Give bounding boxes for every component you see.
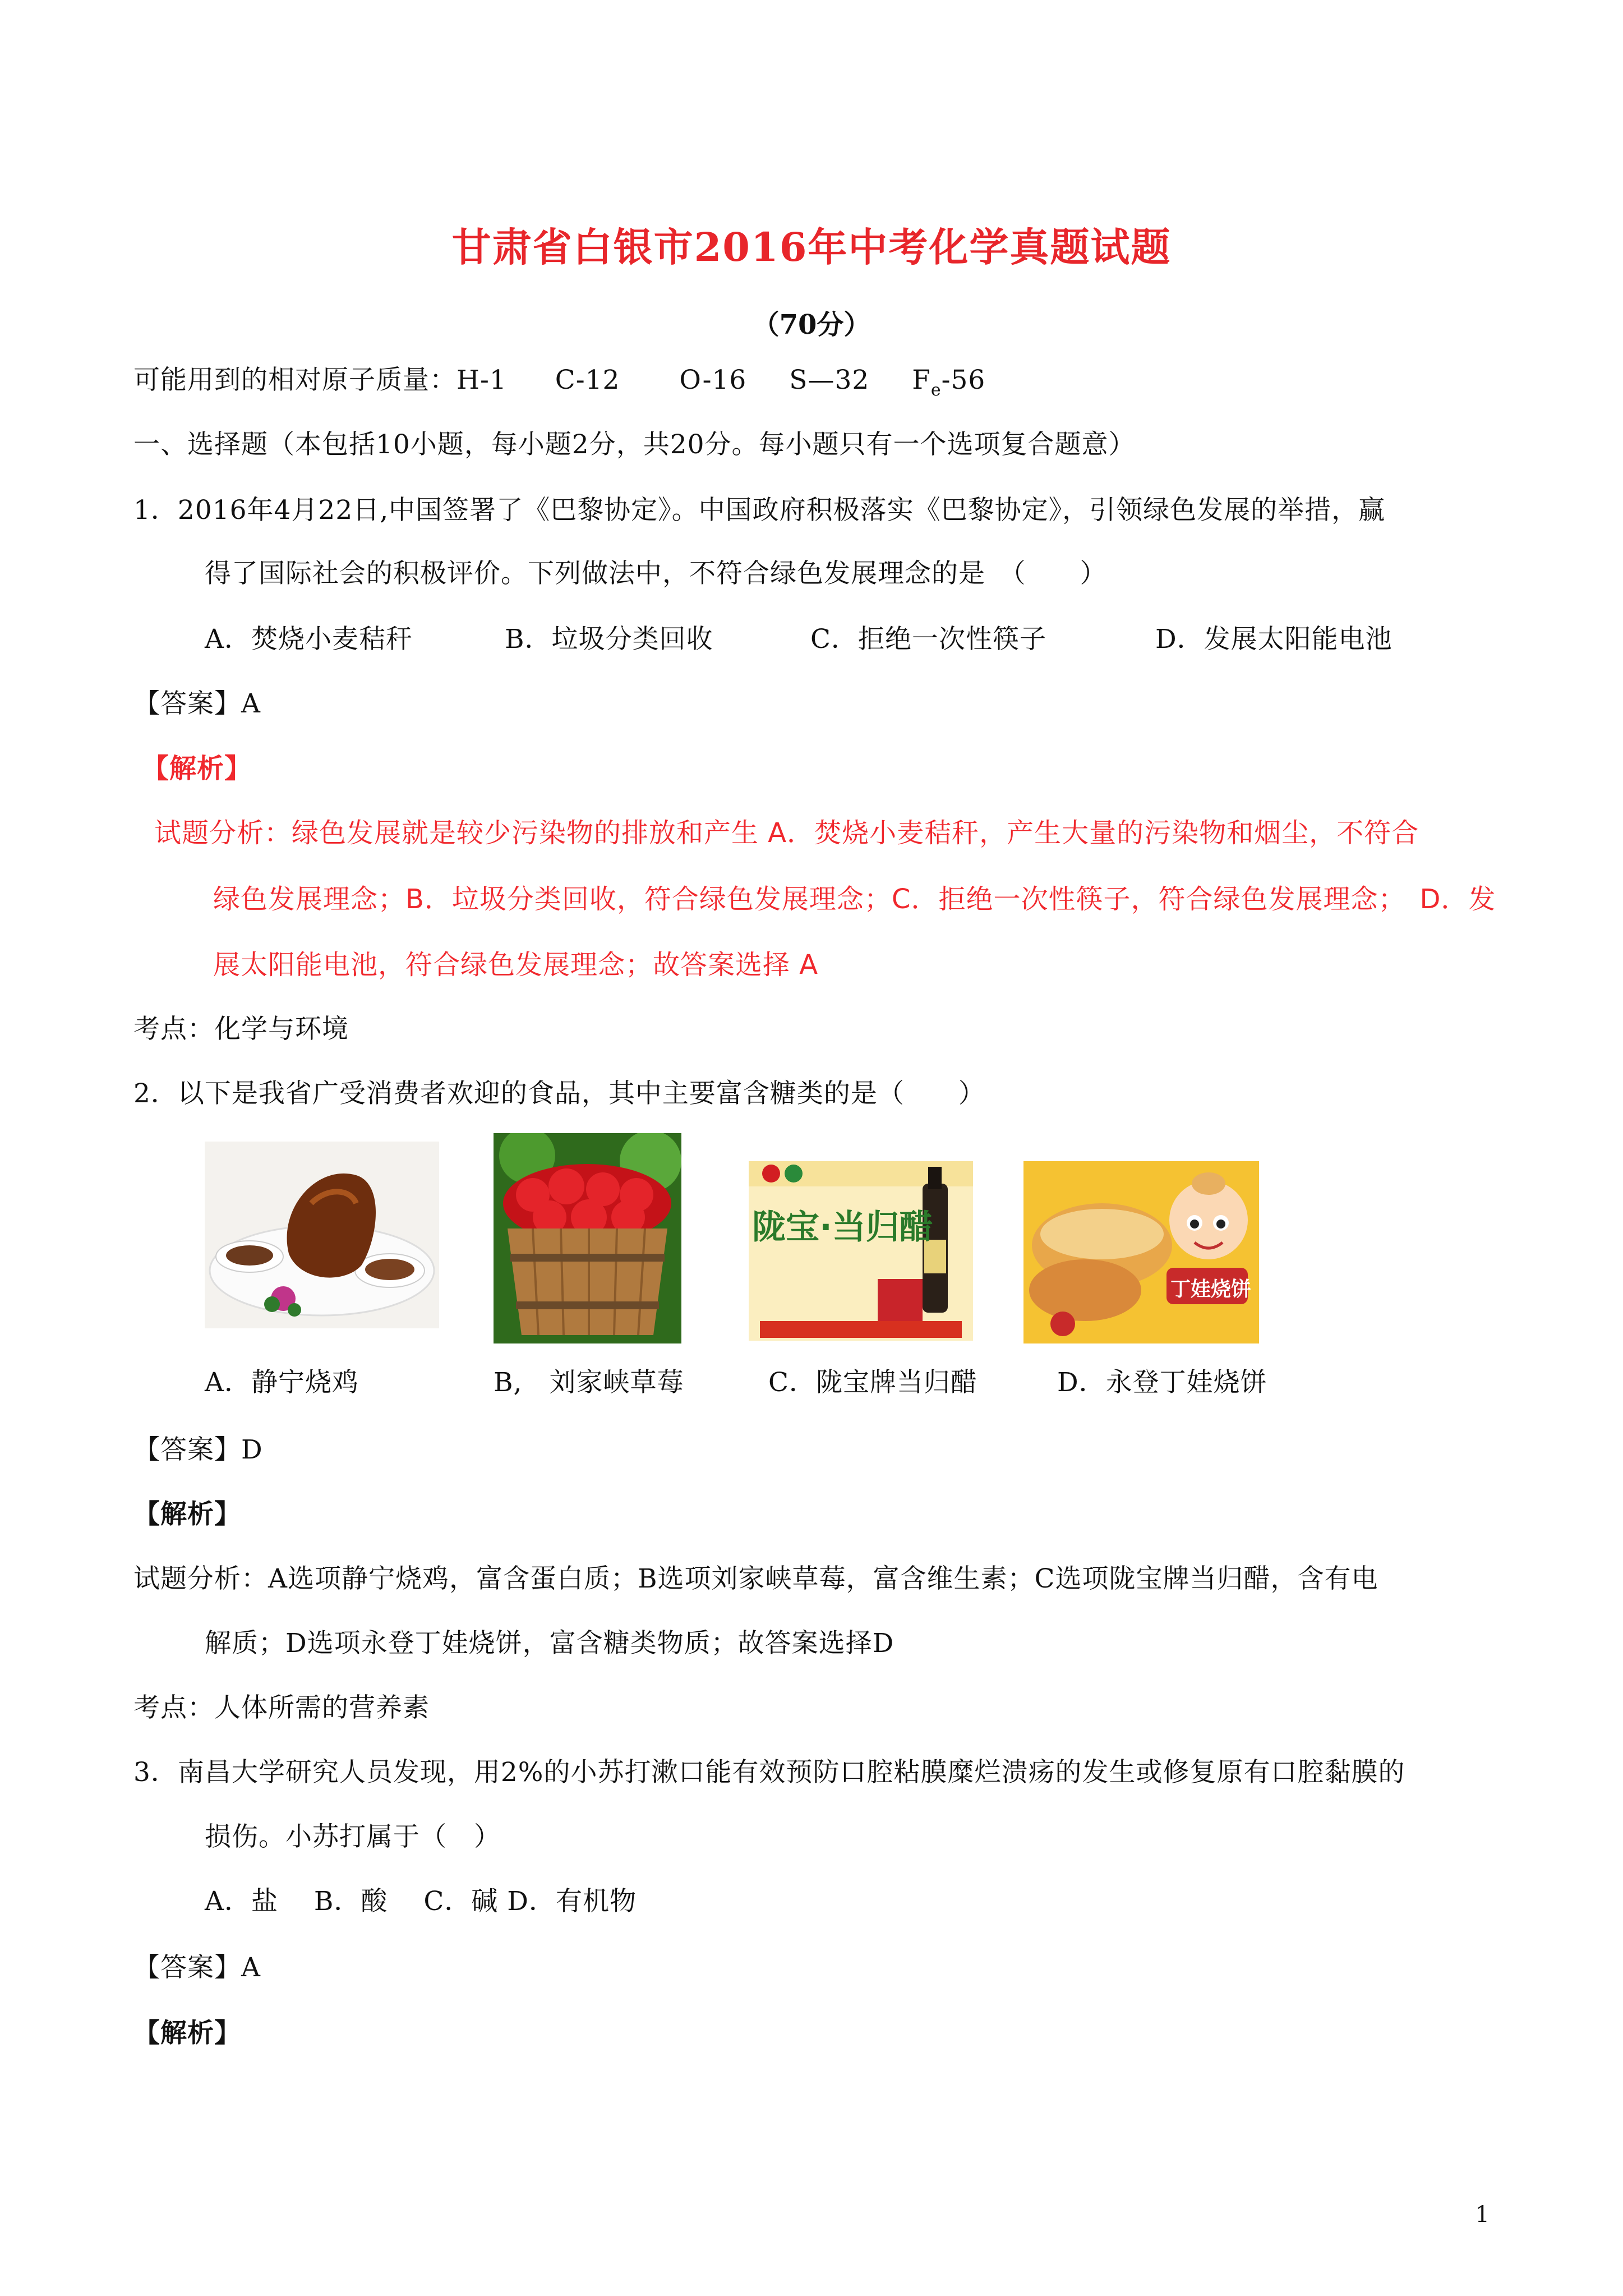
atomic-mass-line xyxy=(133,364,985,401)
q2-option-a: A．静宁烧鸡 xyxy=(205,1367,359,1398)
q2-kaodian: 考点：人体所需的营养素 xyxy=(133,1692,430,1723)
q1-analysis-line1: 试题分析：绿色发展就是较少污染物的排放和产生 A．焚烧小麦秸秆，产生大量的污染物和烟尘，不符合 xyxy=(154,817,1419,849)
q1-analysis-label: 【解析】 xyxy=(142,753,252,784)
q1-answer: 【答案】A xyxy=(133,688,261,719)
q3-stem-line2: 损伤。小苏打属于（ ） xyxy=(205,1821,501,1852)
strawberry-basket-image xyxy=(494,1133,681,1343)
q3-stem-line1: 3．南昌大学研究人员发现，用2%的小苏打漱口能有效预防口腔粘膜糜烂溃疡的发生或修复原有口腔黏膜的 xyxy=(133,1757,1405,1788)
q1-option-c: C．拒绝一次性筷子 xyxy=(810,624,1046,655)
page-number: 1 xyxy=(1475,2202,1490,2228)
q2-stem: 2．以下是我省广受消费者欢迎的食品，其中主要富含糖类的是（ ） xyxy=(133,1078,985,1109)
q2-option-b: B, 刘家峡草莓 xyxy=(494,1367,684,1398)
q2-option-d: D．永登丁娃烧饼 xyxy=(1057,1367,1267,1398)
q1-stem-line1: 1．2016年4月22日,中国签署了《巴黎协定》。中国政府积极落实《巴黎协定》，引领绿色发展的举措，赢 xyxy=(133,495,1386,526)
shaobing-ad-image xyxy=(1023,1161,1259,1343)
q1-analysis-line2: 绿色发展理念；B．垃圾分类回收，符合绿色发展理念；C．拒绝一次性筷子，符合绿色发展理念； D．发 xyxy=(213,884,1496,915)
atomic-mass-label: 可能用到的相对原子质量： xyxy=(133,365,457,395)
mass-s: S—32 xyxy=(789,365,870,395)
shaobing-ad-text: 丁娃烧饼 xyxy=(1170,1278,1252,1301)
q2-analysis-label: 【解析】 xyxy=(133,1499,241,1530)
mass-h: H-1 xyxy=(457,365,507,395)
vinegar-ad-image xyxy=(749,1161,973,1341)
q2-analysis-line1: 试题分析：A选项静宁烧鸡，富含蛋白质；B选项刘家峡草莓，富含维生素；C选项陇宝牌当归醋，含有电 xyxy=(133,1563,1378,1594)
q1-option-d: D．发展太阳能电池 xyxy=(1155,624,1393,655)
mass-c: C-12 xyxy=(555,365,620,395)
q1-stem-line2: 得了国际社会的积极评价。下列做法中，不符合绿色发展理念的是 （ ） xyxy=(205,558,1107,589)
q3-answer: 【答案】A xyxy=(133,1952,261,1983)
q1-option-b: B．垃圾分类回收 xyxy=(505,624,713,655)
q1-option-a: A．焚烧小麦秸秆 xyxy=(205,624,413,655)
mass-fe: $F_e-56$ xyxy=(912,365,986,400)
total-score: （70分） xyxy=(752,309,871,341)
q3-options: A．盐 B．酸 C．碱 D．有机物 xyxy=(205,1886,637,1917)
q2-analysis-line2: 解质；D选项永登丁娃烧饼，富含糖类物质；故答案选择D xyxy=(205,1628,895,1659)
mass-o: O-16 xyxy=(679,365,747,395)
roast-chicken-image xyxy=(205,1142,439,1328)
vinegar-ad-text: 陇宝·当归醋 xyxy=(752,1208,933,1247)
q2-answer: 【答案】D xyxy=(133,1434,263,1465)
q3-analysis-label: 【解析】 xyxy=(133,2018,241,2049)
q1-kaodian: 考点：化学与环境 xyxy=(133,1014,349,1045)
page-title: 甘肃省白银市2016年中考化学真题试题 xyxy=(451,224,1172,270)
q2-option-c: C．陇宝牌当归醋 xyxy=(768,1367,978,1398)
section-heading: 一、选择题（本包括10小题，每小题2分，共20分。每小题只有一个选项复合题意） xyxy=(133,429,1136,460)
q1-analysis-line3: 展太阳能电池，符合绿色发展理念；故答案选择 A xyxy=(213,949,819,981)
